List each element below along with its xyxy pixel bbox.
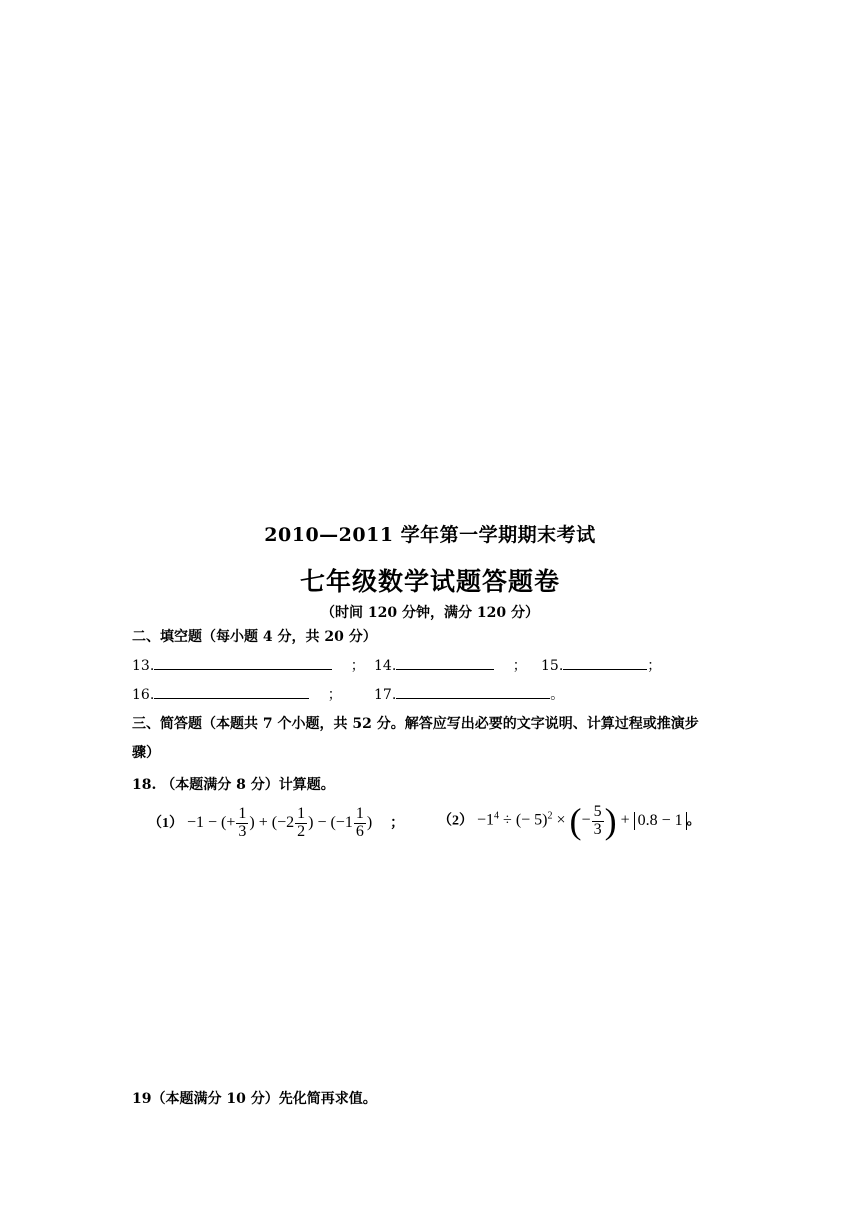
q18-expr2-b: ÷ — [499, 811, 516, 829]
blank-15-sep: ； — [647, 658, 662, 674]
exam-title: 2010—2011 学年第一学期期末考试 — [264, 524, 596, 546]
section2-heading: 二、填空题（每小题 4 分，共 20 分） — [132, 629, 377, 645]
exam-note: （时间 120 分钟，满分 120 分） — [321, 605, 539, 621]
q18-expr2-c: (− 5) — [515, 811, 548, 829]
q18-expr1-b: ) + (−2 — [249, 813, 295, 831]
fraction-denominator: 3 — [238, 822, 247, 840]
exponent-4: 4 — [494, 810, 500, 822]
q18-expr2-d: × — [552, 811, 570, 829]
blank-row-2b — [374, 684, 564, 704]
fraction-five-thirds — [592, 804, 604, 839]
fraction-one-half — [295, 806, 307, 841]
q18-part1-sep: ； — [390, 815, 405, 831]
blank-16-sep: ； — [327, 687, 342, 703]
fraction-numerator: 1 — [355, 805, 364, 822]
left-paren: ( — [569, 801, 582, 841]
fraction-one-third — [236, 806, 248, 841]
right-paren: ) — [604, 801, 617, 841]
blank-17-sep: 。 — [550, 687, 565, 703]
section3-heading-line1: 三、简答题（本题共 7 个小题，共 52 分。解答应写出必要的文字说明、计算过程或推演步 — [132, 716, 699, 732]
blank-13-label: 13. — [132, 658, 155, 674]
fraction-denominator: 6 — [355, 822, 364, 840]
blank-row-1b — [374, 655, 527, 675]
fraction-numerator: 1 — [297, 805, 306, 822]
fraction-one-sixth — [354, 806, 366, 841]
blank-row-1c — [541, 655, 661, 675]
q18-part1 — [148, 806, 404, 841]
blank-17-label: 17. — [374, 687, 397, 703]
q18-part2-end: 。 — [686, 813, 701, 829]
q18-part1-label: （1） — [148, 815, 183, 831]
blank-row-2 — [132, 684, 342, 704]
q18-expr1-d: ) — [366, 813, 373, 831]
blank-14-sep: ； — [512, 658, 527, 674]
q18-expr1-a: −1 − (+ — [187, 813, 236, 831]
q18-heading: 18. （本题满分 8 分）计算题。 — [132, 777, 335, 793]
blank-17-line[interactable] — [396, 684, 550, 699]
q18-expr2-a: −1 — [477, 811, 495, 829]
absolute-value: 0.8 − 1 — [634, 812, 687, 830]
q18-expr1-c: ) − (−1 — [308, 813, 353, 831]
exponent-2: 2 — [547, 810, 553, 822]
blank-15-label: 15. — [541, 658, 564, 674]
blank-row-1 — [132, 655, 365, 675]
blank-13-sep: ； — [350, 658, 365, 674]
blank-13-line[interactable] — [154, 655, 332, 670]
blank-14-label: 14. — [374, 658, 397, 674]
q18-part2 — [438, 800, 701, 842]
q18-expr2-g: + — [616, 811, 634, 829]
q19-heading: 19（本题满分 10 分）先化简再求值。 — [132, 1091, 377, 1107]
blank-14-line[interactable] — [396, 655, 494, 670]
q18-part2-label: （2） — [438, 813, 473, 829]
fraction-denominator: 2 — [297, 822, 306, 840]
blank-16-line[interactable] — [154, 684, 309, 699]
section3-heading-line2: 骤） — [132, 745, 160, 761]
blank-15-line[interactable] — [563, 655, 647, 670]
fraction-numerator: 1 — [238, 805, 247, 822]
q18-expr2-e: − — [581, 811, 591, 829]
fraction-denominator: 3 — [593, 820, 602, 838]
fraction-numerator: 5 — [593, 802, 602, 820]
blank-16-label: 16. — [132, 687, 155, 703]
exam-subtitle: 七年级数学试题答题卷 — [299, 567, 560, 596]
